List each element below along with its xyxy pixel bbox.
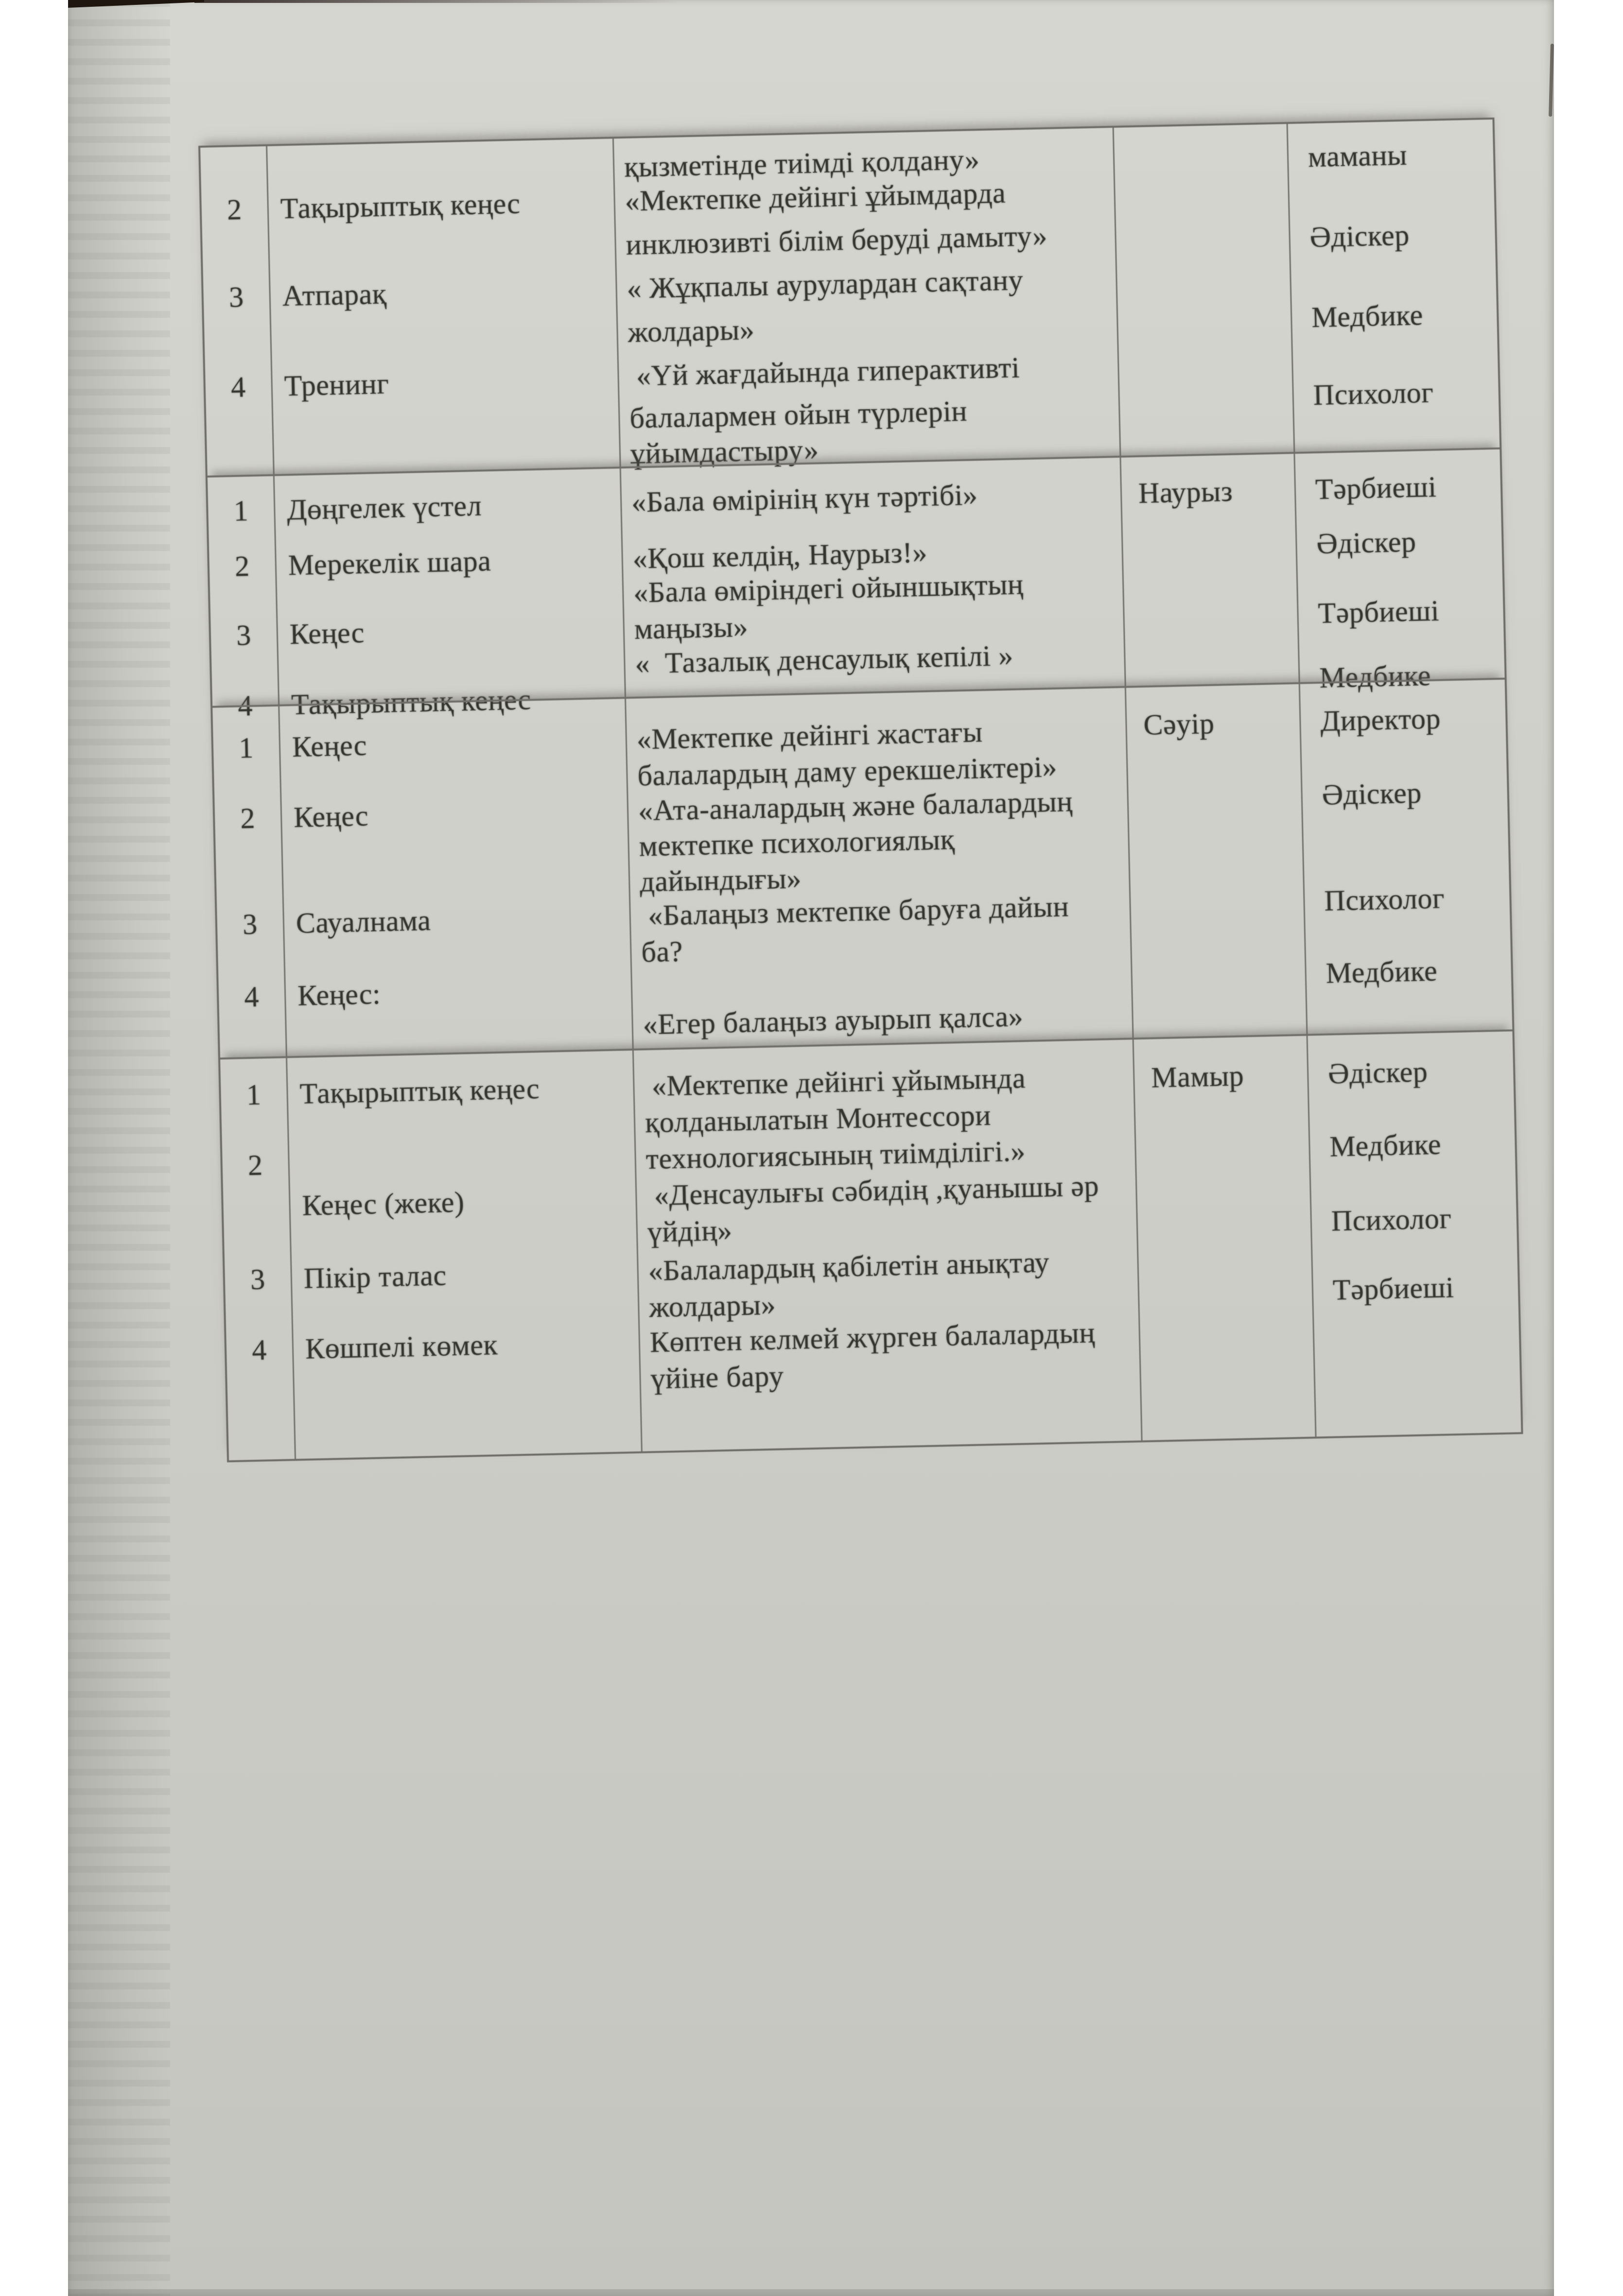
- activity-label: Тақырыптық кеңес: [280, 187, 521, 225]
- responsible-label: Психолог: [1313, 376, 1434, 412]
- topic-line: балалармен ойын түрлерін: [629, 395, 968, 434]
- activity-label: Тренинг: [284, 367, 389, 402]
- topic-line: «Қош келдің, Наурыз!»: [632, 536, 928, 575]
- topic-line: Көптен келмей жүрген балалардың: [649, 1316, 1096, 1359]
- row-number: 4: [244, 980, 260, 1013]
- activity-label: Тақырыптық кеңес: [291, 683, 532, 721]
- activity-label: Кеңес: [293, 799, 369, 834]
- paper-top-edge-line: [194, 0, 681, 3]
- topic-line: жолдары»: [627, 313, 755, 348]
- row-number: 2: [234, 550, 250, 583]
- activity-column-cell: [266, 138, 620, 474]
- topic-line: маңызы»: [634, 610, 749, 645]
- month-column-cell: [1125, 684, 1307, 1038]
- activity-label: Тақырыптық кеңес: [299, 1072, 540, 1110]
- paper-right-edge-mark: [1549, 44, 1554, 117]
- row-number: 2: [227, 193, 243, 226]
- activity-label: Мерекелік шара: [288, 545, 491, 582]
- topic-line: «Денсаулығы сәбидің ,қуанышы әр: [646, 1170, 1099, 1212]
- topic-line: мектепке психологиялық: [638, 823, 955, 863]
- table-row-group: [220, 1029, 1521, 1460]
- activity-label: Атпарақ: [282, 277, 387, 312]
- topic-line: үйіне бару: [650, 1360, 785, 1395]
- responsible-label: Медбике: [1311, 299, 1424, 334]
- responsible-label: Әдіскер: [1327, 1055, 1428, 1090]
- topic-line: «Егер балаңыз ауырып қалса»: [642, 1000, 1024, 1041]
- paper-sheet: [68, 0, 1554, 2296]
- responsible-label: Медбике: [1329, 1128, 1442, 1163]
- row-number: 3: [228, 281, 244, 313]
- paper-bottom-edge-shadow: [68, 2289, 1554, 2296]
- month-column-cell: [1119, 454, 1298, 686]
- table-row-group: [212, 678, 1512, 1058]
- topic-column-cell: [625, 688, 1132, 1049]
- row-number: 1: [238, 731, 254, 764]
- responsible-label: Әдіскер: [1316, 525, 1417, 560]
- month-label: Наурыз: [1138, 475, 1233, 509]
- topic-line: қызметінде тиімді қолдану»: [624, 143, 980, 183]
- topic-line: үйдің»: [647, 1214, 733, 1248]
- topic-line: «Балалардың қабілетін анықтау: [648, 1246, 1050, 1287]
- month-label: [1131, 141, 1284, 144]
- topic-line: «Мектепке дейінгі ұйымдарда: [624, 176, 1006, 217]
- row-number: 1: [233, 494, 249, 527]
- topic-line: « Тазалық денсаулық кепілі »: [634, 639, 1014, 680]
- activity-label: Сауалнама: [296, 904, 431, 939]
- topic-line: « Жұқпалы аурулардан сақтану: [626, 264, 1024, 305]
- number-column-cell: [220, 1058, 295, 1461]
- topic-line: инклюзивті білім беруді дамыту»: [625, 219, 1048, 261]
- activity-column-cell: [273, 468, 625, 721]
- topic-line: ұйымдастыру»: [630, 433, 820, 470]
- topic-line: қолданылатын Монтессори: [645, 1099, 992, 1139]
- activity-label: Кеңес: [292, 729, 367, 763]
- topic-line: «Бала өміріндегі ойыншықтың: [633, 568, 1024, 609]
- topic-line: ба?: [641, 935, 683, 968]
- responsible-label: Тәрбиеші: [1317, 594, 1440, 629]
- row-number: 2: [240, 802, 256, 835]
- row-number: 3: [242, 908, 258, 941]
- responsible-label: Тәрбиеші: [1315, 470, 1437, 506]
- topic-column-cell: [620, 458, 1125, 697]
- activity-label: Кеңес (жеке): [301, 1186, 465, 1222]
- row-number: 4: [230, 370, 246, 403]
- topic-column-cell: [632, 1040, 1141, 1451]
- table-row-group: [200, 120, 1500, 476]
- activity-label: Дөңгелек үстел: [286, 489, 482, 526]
- responsible-label: Медбике: [1319, 659, 1431, 694]
- work-plan-table: [198, 118, 1523, 1463]
- activity-label: Пікір талас: [303, 1259, 447, 1295]
- responsible-label: Тәрбиеші: [1332, 1271, 1455, 1306]
- responsible-label: Директор: [1320, 702, 1441, 737]
- topic-line: «Бала өмірінің күн тәртібі»: [631, 479, 978, 518]
- row-number: 2: [247, 1149, 263, 1182]
- number-column-cell: [200, 146, 273, 476]
- responsible-label: Әдіскер: [1321, 777, 1422, 811]
- number-column-cell: [212, 707, 286, 1058]
- topic-line: «Балаңыз мектепке баруға дайын: [640, 890, 1069, 932]
- row-number: 3: [236, 619, 252, 652]
- responsible-label: Психолог: [1331, 1202, 1452, 1237]
- activity-label: Кеңес:: [297, 978, 381, 1012]
- activity-column-cell: [278, 699, 632, 1056]
- paper-left-texture: [68, 0, 170, 2296]
- topic-line: «Мектепке дейінгі ұйымында: [644, 1062, 1026, 1103]
- responsible-label: Медбике: [1325, 954, 1438, 989]
- responsible-label: Әдіскер: [1309, 219, 1410, 254]
- topic-column-cell: [612, 128, 1119, 470]
- topic-line: «Ата-аналардың және балалардың: [638, 785, 1073, 827]
- topic-line: «Үй жағдайында гиперактивті: [628, 351, 1020, 392]
- month-column-cell: [1113, 124, 1294, 456]
- responsible-column-cell: [1293, 449, 1504, 694]
- responsible-column-cell: [1287, 120, 1500, 452]
- topic-line: балалардың даму ерекшеліктері»: [637, 750, 1058, 792]
- responsible-column-cell: [1307, 1031, 1521, 1436]
- activity-column-cell: [286, 1051, 641, 1459]
- responsible-column-cell: [1299, 680, 1513, 1034]
- responsible-label: Психолог: [1324, 882, 1445, 917]
- activity-label: Кеңес: [289, 616, 365, 651]
- row-number: 1: [246, 1078, 262, 1111]
- responsible-label: маманы: [1308, 138, 1408, 173]
- topic-line: технологиясының тиімділігі.»: [645, 1135, 1026, 1175]
- row-number: 4: [251, 1333, 267, 1366]
- month-column-cell: [1133, 1036, 1315, 1441]
- topic-line: «Мектепке дейінгі жастағы: [636, 716, 983, 756]
- month-label: Сәуір: [1143, 707, 1215, 741]
- month-label: Мамыр: [1151, 1059, 1244, 1094]
- topic-line: дайындығы»: [639, 862, 802, 898]
- activity-label: Көшпелі көмек: [305, 1329, 498, 1365]
- row-number: 4: [237, 689, 253, 722]
- row-number: 3: [250, 1263, 266, 1296]
- number-column-cell: [208, 476, 278, 722]
- topic-line: жолдары»: [648, 1288, 776, 1324]
